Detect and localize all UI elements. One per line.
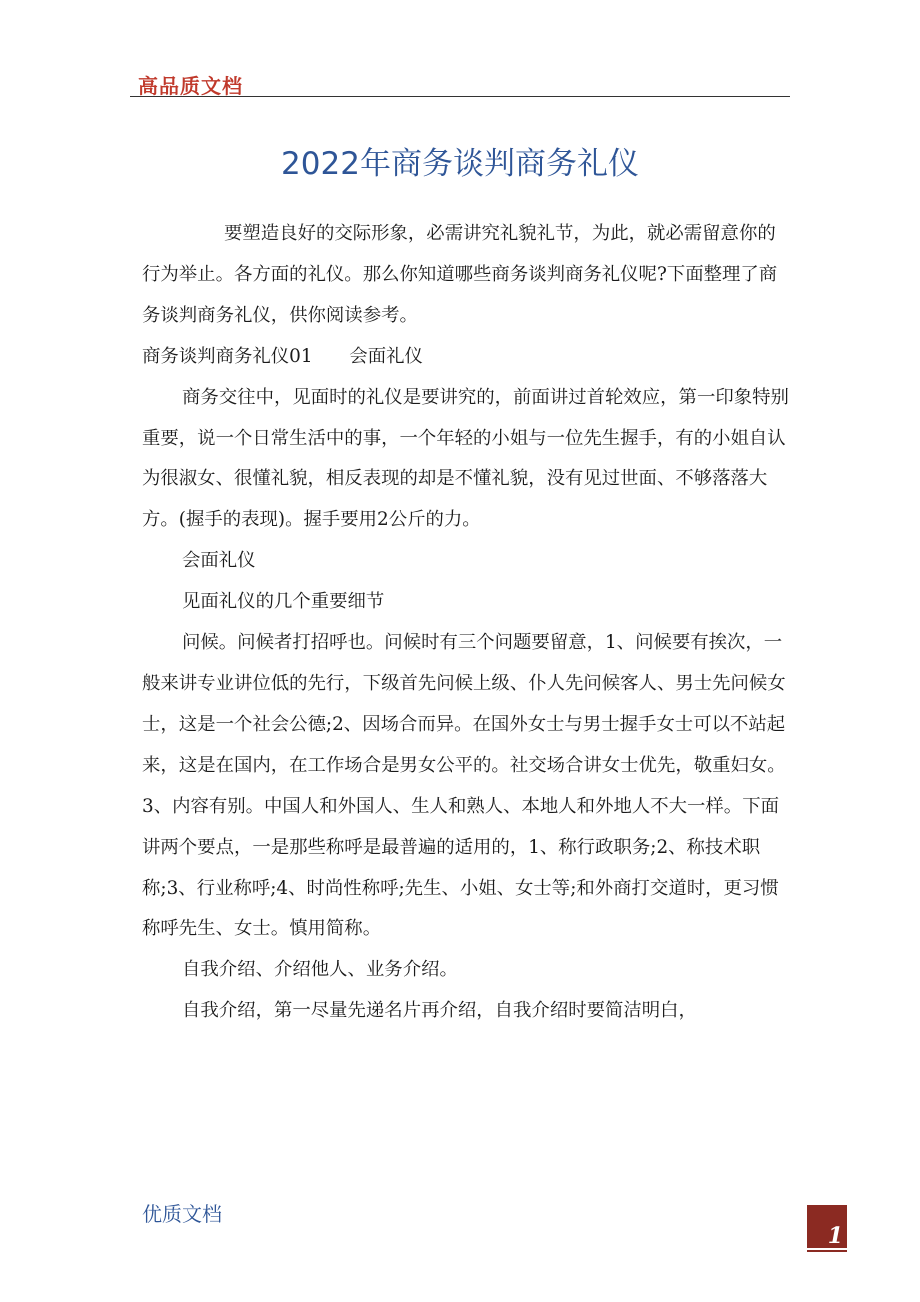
document-body: [142, 214, 792, 1032]
page-number-underline: [807, 1250, 847, 1252]
subheading-meeting-etiquette: 会面礼仪: [182, 550, 256, 572]
page-number-badge: [807, 1205, 847, 1248]
header-divider: [130, 96, 790, 97]
footer-label: 优质文档: [142, 1202, 222, 1226]
subheading-details: 见面礼仪的几个重要细节: [182, 591, 385, 613]
page-number: 1: [827, 1223, 843, 1249]
intro-paragraph: 要塑造良好的交际形象，必需讲究礼貌礼节，为此，就必需留意你的行为举止。各方面的礼仪。那么你知道哪些商务谈判商务礼仪呢?下面整理了商务谈判商务礼仪，供你阅读参考。: [142, 223, 778, 326]
body-paragraph: 自我介绍，第一尽量先递名片再介绍，自我介绍时要简洁明白，: [182, 1000, 697, 1022]
header-label: 高品质文档: [138, 74, 243, 98]
body-paragraph: 自我介绍、介绍他人、业务介绍。: [182, 959, 458, 981]
body-paragraph: 问候。问候者打招呼也。问候时有三个问题要留意，1、问候要有挨次，一般来讲专业讲位低的先行，下级首先问候上级、仆人先问候客人、男士先问候女士，这是一个社会公德;2、因场合而异。在国外女士与男士握手女士可以不站起来，这是在国内，在工作场合是男女公平的。社交场合讲女士优先，敬重妇女。3、内容有别。中国人和外国人、生人和熟人、本地人和外地人不大一样。下面讲两个要点，一是那些称呼是最普遍的适用的，1、称行政职务;2、称技术职称;3、行业称呼;4、时尚性称呼;先生、小姐、女士等;和外商打交道时，更习惯称呼先生、女士。慎用简称。: [142, 632, 786, 940]
body-paragraph: 商务交往中，见面时的礼仪是要讲究的，前面讲过首轮效应，第一印象特别重要，说一个日常生活中的事，一个年轻的小姐与一位先生握手，有的小姐自认为很淑女、很懂礼貌，相反表现的却是不懂礼貌，没有见过世面、不够落落大方。(握手的表现)。握手要用2公斤的力。: [142, 386, 789, 531]
section-heading: 商务谈判商务礼仪01 会面礼仪: [142, 345, 423, 367]
document-title: 2022年商务谈判商务礼仪: [281, 146, 639, 182]
